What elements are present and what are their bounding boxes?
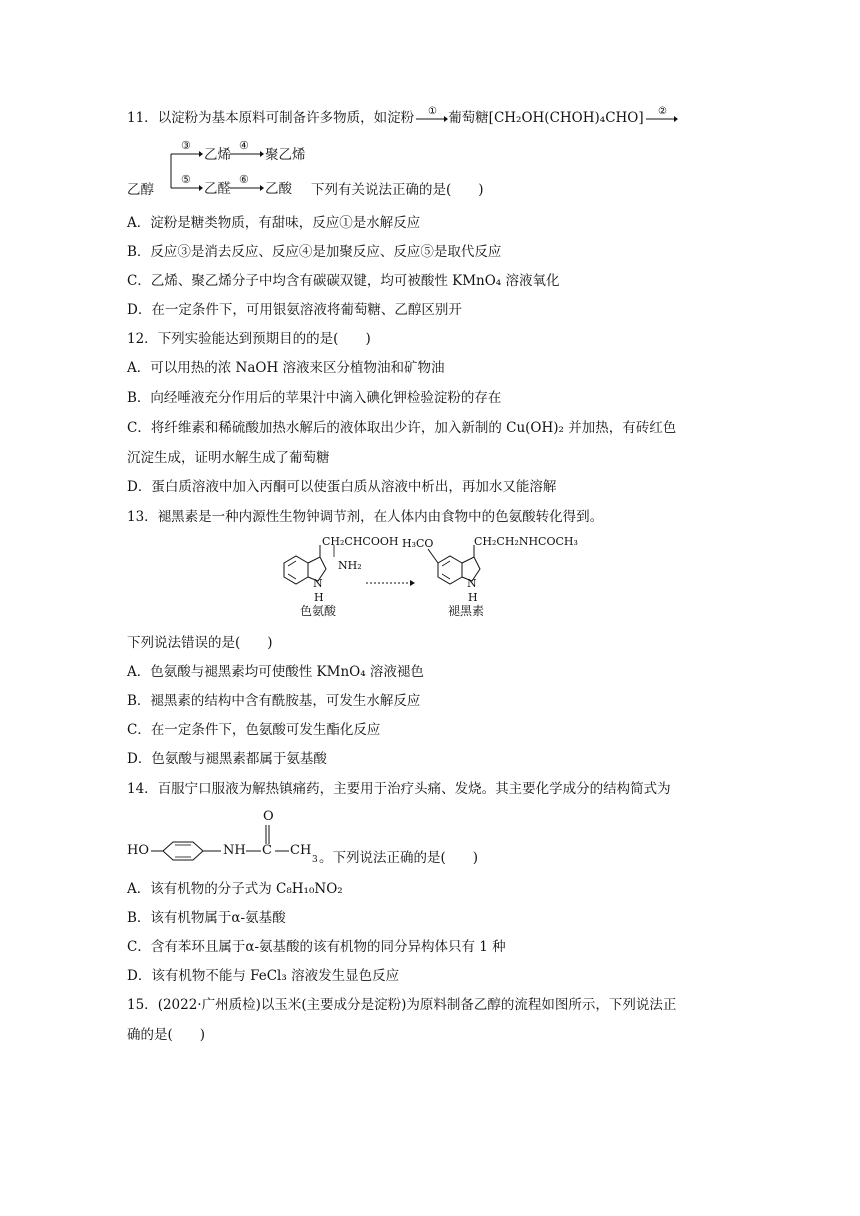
q13-right-chain: CH₂CH₂NHCOCH₃ [474,535,578,548]
q11-arrow-1 [414,105,448,126]
q13-left-caption: 色氨酸 [300,604,337,618]
q11-ethylene: 乙烯 [204,147,231,163]
q11-reaction-scheme [127,138,727,204]
q14-fig-c: C [262,843,272,858]
q13-option-c: C．在一定条件下，色氨酸可发生酯化反应 [127,722,381,738]
q11-step6-num: ⑥ [239,173,249,186]
q13-left-nh2: NH₂ [338,559,362,572]
q12-option-c-line1: C．将纤维素和稀硫酸加热水解后的液体取出少许，加入新制的 Cu(OH)₂ 并加热，有砖红色 [127,420,677,436]
q13-intro-line [127,507,603,527]
q12-option-c-line2: 沉淀生成，证明水解生成了葡萄糖 [127,450,330,466]
q14-option-d: D．该有机物不能与 FeCl₃ 溶液发生显色反应 [127,968,400,984]
q12-question-line [127,329,371,349]
q11-step1-num: ① [428,105,438,117]
q11-intro: 以淀粉为基本原料可制备许多物质，如淀粉 [157,110,415,126]
q11-glucose: 葡萄糖[CH₂OH(CHOH)₄CHO] [448,110,644,126]
q11-acetic-acid: 乙酸 [265,181,292,197]
q11-polyethylene: 聚乙烯 [265,147,306,163]
q12-option-d: D．蛋白质溶液中加入丙酮可以使蛋白质从溶液中析出，再加水又能溶解 [127,479,557,495]
q14-fig-o: O [263,809,274,824]
q13-left-h: H [314,591,324,604]
q13-left-n: N [313,577,323,590]
q15-number: 15． [127,997,158,1013]
q14-option-a: A．该有机物的分子式为 C₈H₁₀NO₂ [127,881,343,897]
q12-option-a: A．可以用热的浓 NaOH 溶液来区分植物油和矿物油 [127,360,445,376]
q12-option-b: B．向经唾液充分作用后的苹果汁中滴入碘化钾检验淀粉的存在 [127,390,502,406]
q15-line2: 确的是( ) [127,1027,206,1043]
q13-intro: 褪黑素是一种内源性生物钟调节剂，在人体内由食物中的色氨酸转化得到。 [157,509,604,525]
q11-step4-num: ④ [239,139,249,152]
q12-question: 下列实验能达到预期目的的是( ) [157,331,371,347]
q15-text-line1: (2022·广州质检)以玉米(主要成分是淀粉)为原料制备乙醇的流程如图所示，下列说法正 [157,997,677,1013]
q11-number: 11． [127,110,158,126]
q13-right-caption: 褪黑素 [448,604,485,618]
q11-option-d: D．在一定条件下，可用银氨溶液将葡萄糖、乙醇区别开 [127,302,462,318]
q11-step5-num: ⑤ [181,173,191,186]
q12-number: 12． [127,331,158,347]
q13-right-h3co: H₃CO [402,537,434,550]
q14-intro: 百服宁口服液为解热镇痛药，主要用于治疗头痛、发烧。其主要化学成分的结构简式为 [157,781,671,797]
q14-intro-line [127,779,671,799]
q14-fig-ch: CH [290,843,312,858]
q13-number: 13． [127,509,158,525]
q11-step3-num: ③ [181,139,191,152]
q11-ethanol: 乙醇 [127,182,154,198]
q11-option-b: B．反应③是消去反应、反应④是加聚反应、反应⑤是取代反应 [127,244,502,260]
q11-arrow-2 [644,105,678,126]
q15-line1 [127,995,676,1015]
q13-right-n: N [467,577,477,590]
q14-number: 14． [127,781,158,797]
q13-option-a: A．色氨酸与褪黑素均可使酸性 KMnO₄ 溶液褪色 [127,664,424,680]
q13-option-b: B．褪黑素的结构中含有酰胺基，可发生水解反应 [127,693,421,709]
q11-step2-num: ② [657,105,667,117]
q11-question: 下列有关说法正确的是( ) [311,182,484,198]
q13-option-d: D．色氨酸与褪黑素都属于氨基酸 [127,751,327,767]
q13-right-h: H [468,591,478,604]
q14-fig-ho: HO [127,843,149,858]
q14-fig-sub3: 3 [312,855,318,865]
q14-fig-nh: NH [223,843,246,858]
q11-acetaldehyde: 乙醛 [204,181,231,197]
q14-question: 。下列说法正确的是( ) [319,850,479,866]
q13-structure-figure [276,533,596,623]
q14-option-c: C．含有苯环且属于α-氨基酸的该有机物的同分异构体只有 1 种 [127,939,506,955]
q14-option-b: B．该有机物属于α-氨基酸 [127,910,286,926]
q11-option-c: C．乙烯、聚乙烯分子中均含有碳碳双键，均可被酸性 KMnO₄ 溶液氧化 [127,273,560,289]
q13-question: 下列说法错误的是( ) [127,635,273,651]
q13-left-chain: CH₂CHCOOH [322,535,399,548]
q11-intro-line [127,105,678,128]
q11-option-a: A．淀粉是糖类物质，有甜味，反应①是水解反应 [127,215,421,231]
